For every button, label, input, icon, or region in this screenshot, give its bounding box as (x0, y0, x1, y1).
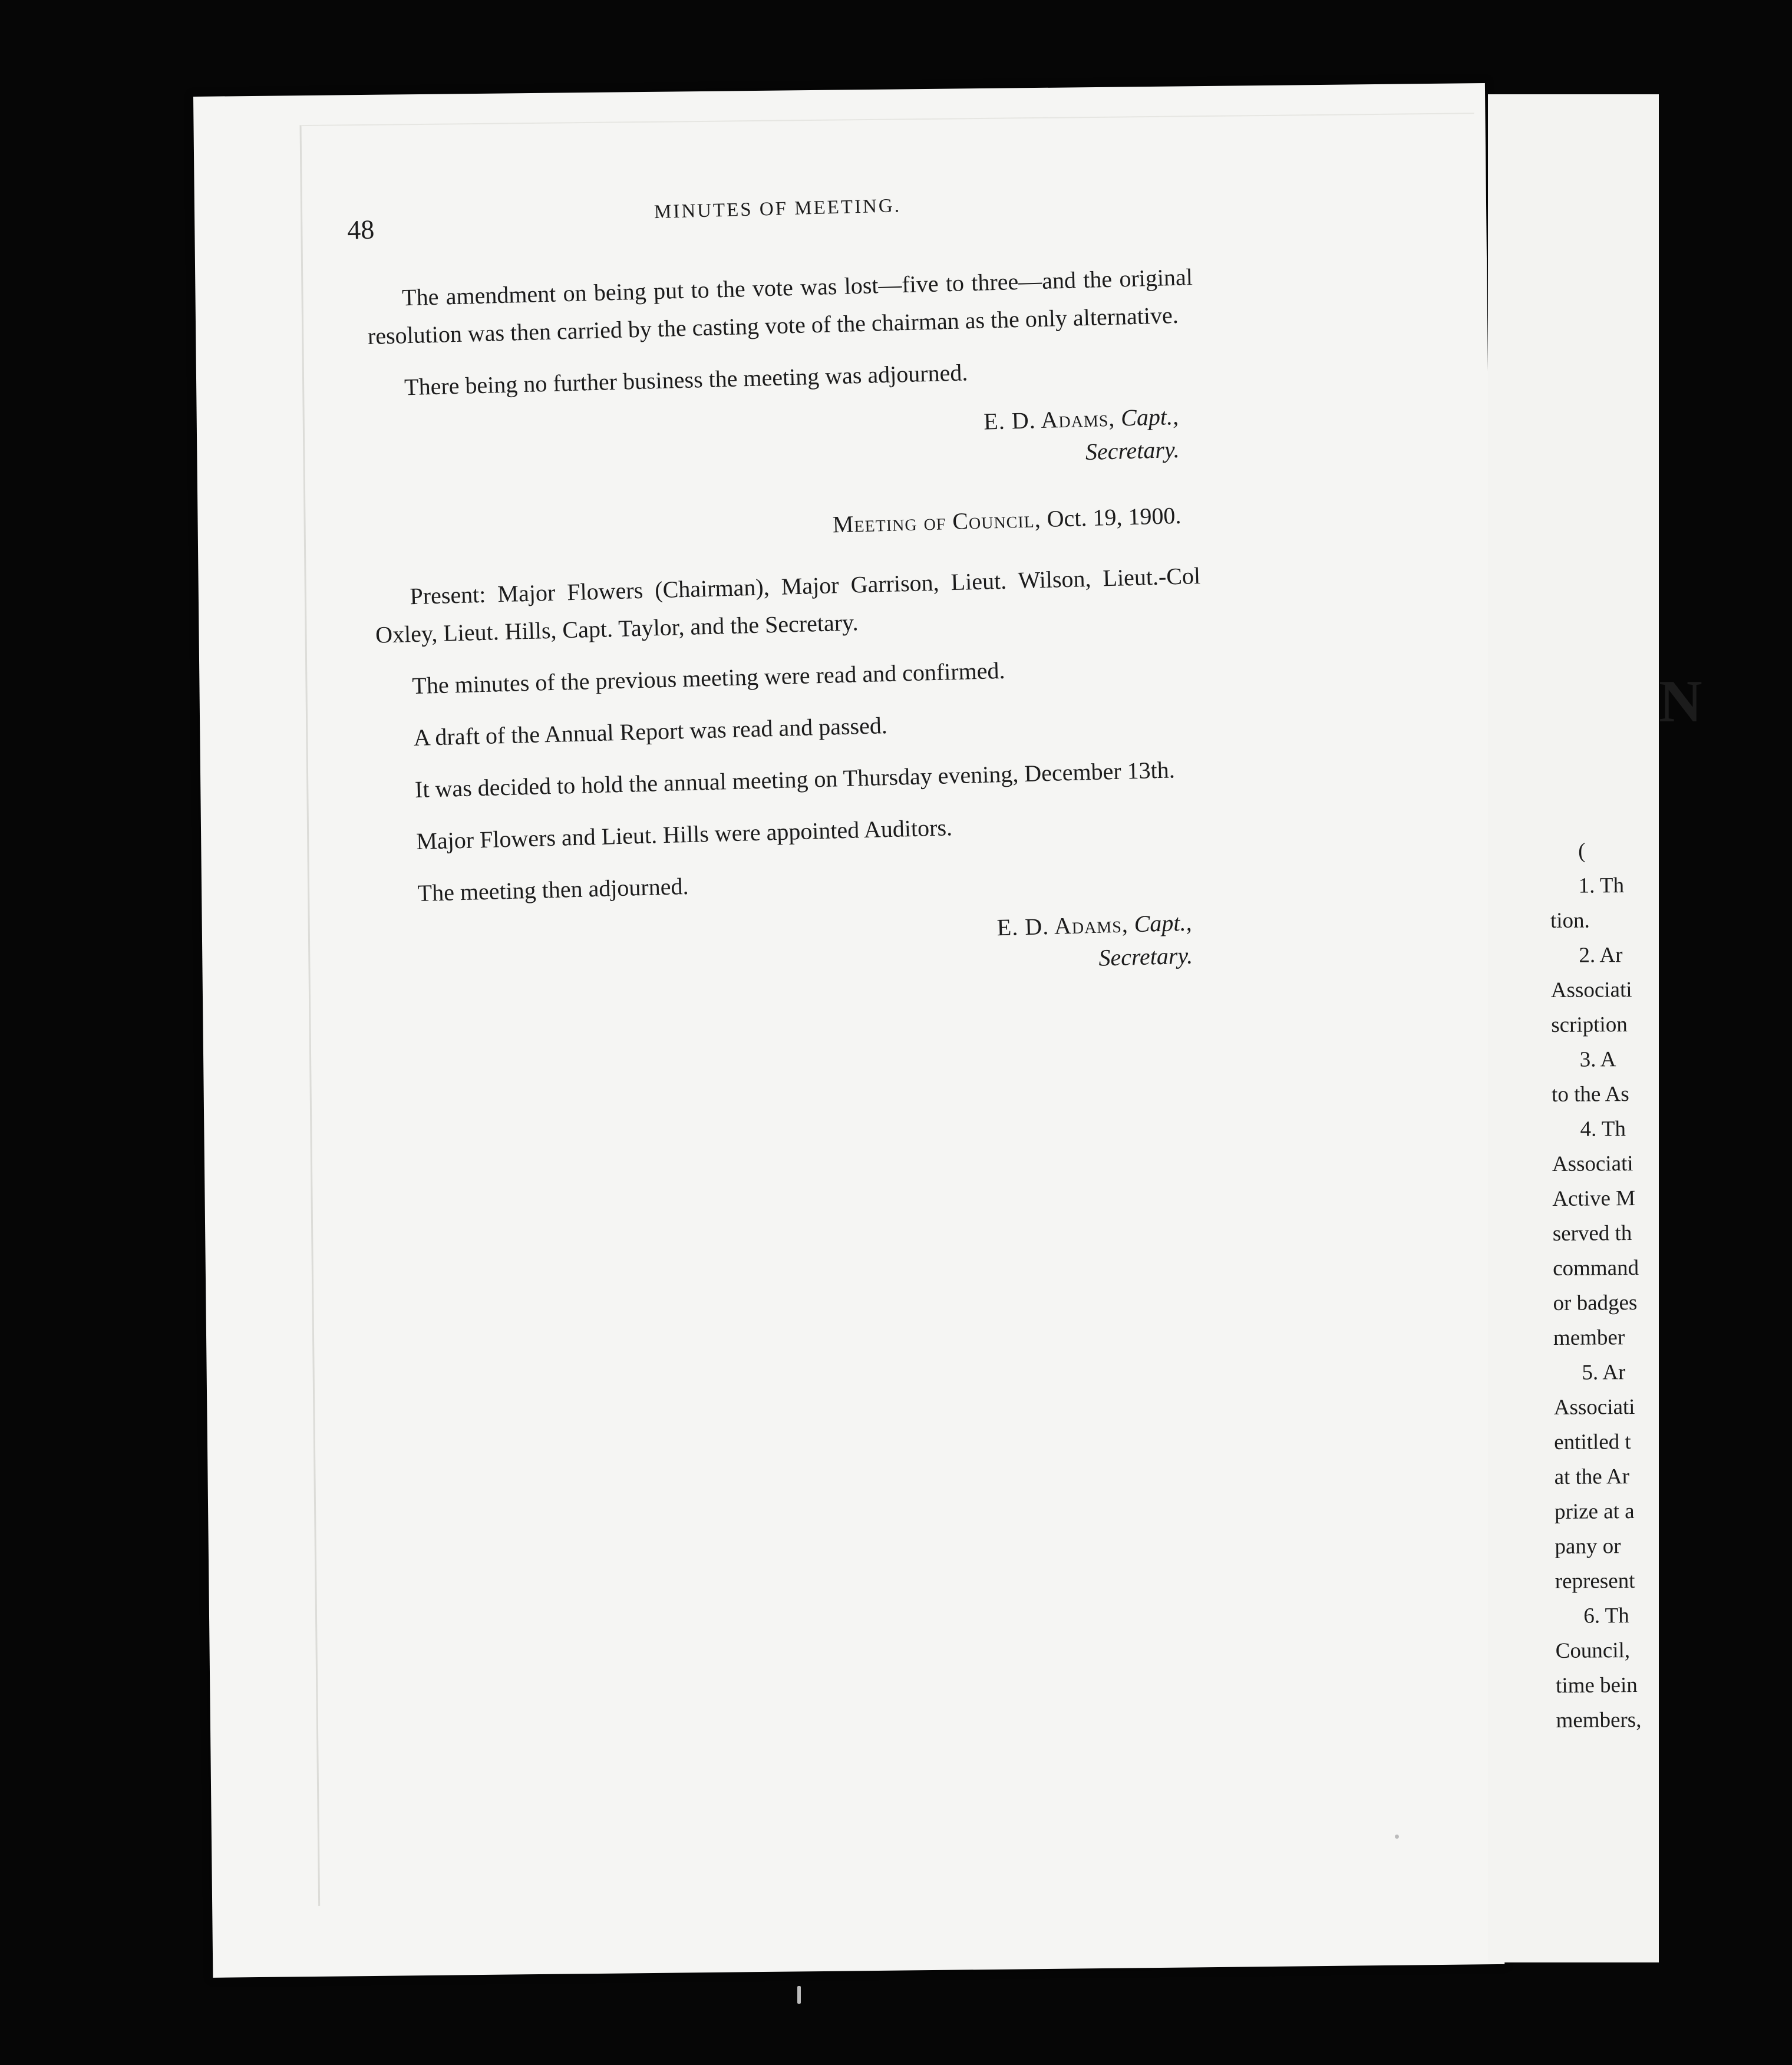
right-page-heading: N (1659, 668, 1702, 735)
right-page-lines (1550, 832, 1792, 1738)
right-page-line: to the As (1551, 1082, 1629, 1107)
signature-block-2 (383, 906, 1193, 994)
right-page-line: members, (1556, 1707, 1642, 1733)
right-page-line: entitled t (1554, 1430, 1631, 1454)
meeting-heading-label: Meeting of Council, (832, 506, 1042, 538)
right-page-line: ( (1578, 839, 1586, 863)
signature-block-1 (370, 400, 1180, 487)
right-page-line: tion. (1550, 908, 1590, 933)
right-page-line: 3. A (1579, 1047, 1616, 1072)
right-page-line: 6. Th (1583, 1604, 1629, 1628)
paragraph-present: Present: Major Flowers (Chairman), Major Garrison, Lieut. Wilson, Lieut.-Col Oxley, Lieut. Hills, Capt. Taylor, and the Secretary. (375, 562, 1201, 648)
left-page-text (346, 182, 1212, 1028)
right-page-line: command (1553, 1255, 1639, 1281)
right-page-line: scription (1551, 1012, 1628, 1037)
paragraph-annual-meeting: It was decided to hold the annual meeting on Thursday evening, December 13th. (414, 756, 1176, 803)
right-page-line: represent (1555, 1569, 1635, 1594)
right-page-line: Active M (1552, 1186, 1636, 1211)
right-page-line: time bein (1555, 1673, 1638, 1698)
right-page-line: pany or (1555, 1534, 1621, 1559)
paragraph-minutes-confirmed: The minutes of the previous meeting were read and confirmed. (411, 657, 1006, 700)
dust-speck (1395, 1835, 1399, 1839)
right-page-line: Associati (1550, 978, 1632, 1002)
running-title: MINUTES OF MEETING. (654, 195, 902, 223)
page-number: 48 (346, 214, 375, 245)
signature-rank: Capt., (1120, 403, 1179, 431)
right-page-line: served th (1552, 1221, 1632, 1246)
paragraph-auditors: Major Flowers and Lieut. Hills were appointed Auditors. (415, 814, 953, 855)
signature-name: E. D. Adams, (996, 911, 1129, 941)
paragraph-no-further-business: There being no further business the meeting was adjourned. (404, 359, 968, 401)
meeting-heading (372, 502, 1182, 550)
signature-title: Secretary. (1098, 942, 1193, 971)
right-page-line: Council, (1555, 1638, 1631, 1663)
right-page-line: member (1553, 1325, 1625, 1350)
right-page-line: 4. Th (1580, 1117, 1626, 1142)
right-page-line: 2. Ar (1579, 943, 1623, 968)
dust-speck (797, 1986, 801, 2004)
paragraph-annual-report: A draft of the Annual Report was read and passed. (413, 712, 888, 751)
right-page-line: prize at a (1554, 1499, 1635, 1524)
paragraph-adjourned: The meeting then adjourned. (417, 872, 689, 907)
right-page-line: or badges (1553, 1290, 1638, 1315)
right-page (1488, 94, 1702, 1962)
signature-name: E. D. Adams, (983, 404, 1116, 435)
right-page-line: at the Ar (1554, 1464, 1630, 1489)
right-page-line: 1. Th (1578, 873, 1625, 898)
paragraph-amendment: The amendment on being put to the vote was lost—five to three—and the original resolution was then carried by the casting vote of the chairman as the only alternative. (367, 263, 1193, 349)
meeting-heading-date: Oct. 19, 1900. (1047, 502, 1182, 532)
right-page-line: 5. Ar (1582, 1360, 1626, 1385)
signature-title: Secretary. (1085, 436, 1180, 466)
right-page-line: Associati (1552, 1152, 1633, 1176)
right-page-line: Associati (1553, 1395, 1635, 1420)
signature-rank: Capt., (1134, 909, 1193, 938)
